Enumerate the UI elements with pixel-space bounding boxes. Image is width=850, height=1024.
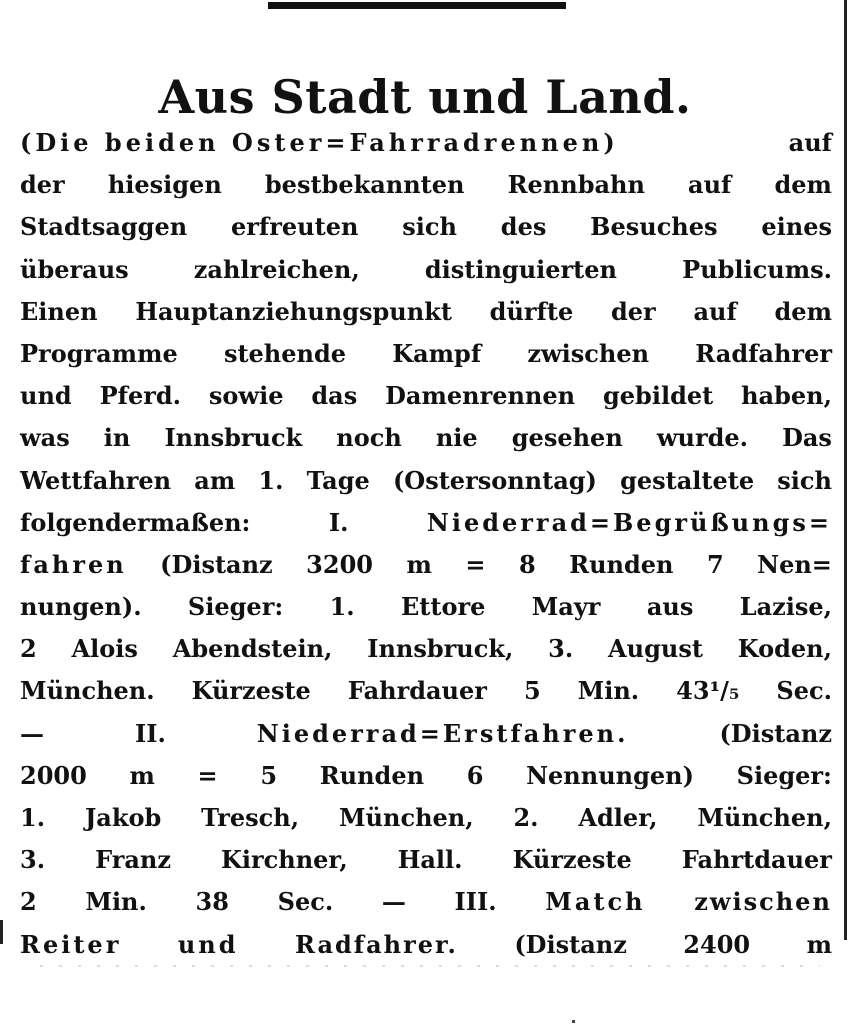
text-line: was in Innsbruck noch nie gesehen wurde. Das <box>20 423 832 453</box>
scan-speck <box>572 1020 575 1023</box>
text-line: Stadtsaggen erfreuten sich des Besuches eines <box>20 212 832 242</box>
text-line: 3. Franz Kirchner, Hall. Kürzeste Fahrtdauer <box>20 845 832 875</box>
text-line: Einen Hauptanziehungspunkt dürfte der auf dem <box>20 296 832 326</box>
text-line: nungen). Sieger: 1. Ettore Mayr aus Lazise, <box>20 592 832 622</box>
text-line: der hiesigen bestbekannten Rennbahn auf dem <box>20 170 832 200</box>
text-line: (Die beiden Oster=Fahrradrennen) auf <box>20 128 832 157</box>
text-line: 2 Alois Abendstein, Innsbruck, 3. August Koden, <box>20 634 832 664</box>
text-line: und Pferd. sowie das Damenrennen gebildet haben, <box>20 381 832 411</box>
text-line: München. Kürzeste Fahrdauer 5 Min. 43¹/₅ Sec. <box>20 676 832 706</box>
text-line: Reiter und Radfahrer. (Distanz 2400 m <box>20 929 832 959</box>
text-line: folgendermaßen: I. Niederrad=Begrüßungs= <box>20 507 832 537</box>
article-headline: Aus Stadt und Land. <box>158 69 692 124</box>
left-edge-mark <box>0 920 3 944</box>
top-rule <box>268 2 566 9</box>
text-line: 2 Min. 38 Sec. — III. Match zwischen <box>20 887 832 917</box>
article-body <box>20 122 832 966</box>
column-divider <box>844 0 847 940</box>
text-line: überaus zahlreichen, distinguierten Publicums. <box>20 254 832 284</box>
text-line: fahren (Distanz 3200 m = 8 Runden 7 Nen= <box>20 549 832 579</box>
text-line: — II. Niederrad=Erstfahren. (Distanz <box>20 718 832 748</box>
text-line: 1. Jakob Tresch, München, 2. Adler, München, <box>20 803 832 832</box>
text-line: Programme stehende Kampf zwischen Radfahrer <box>20 338 832 368</box>
text-line: 2000 m = 5 Runden 6 Nennungen) Sieger: <box>20 760 832 790</box>
scan-noise <box>40 965 820 967</box>
text-line: Wettfahren am 1. Tage (Ostersonntag) gestaltete sich <box>20 465 832 495</box>
